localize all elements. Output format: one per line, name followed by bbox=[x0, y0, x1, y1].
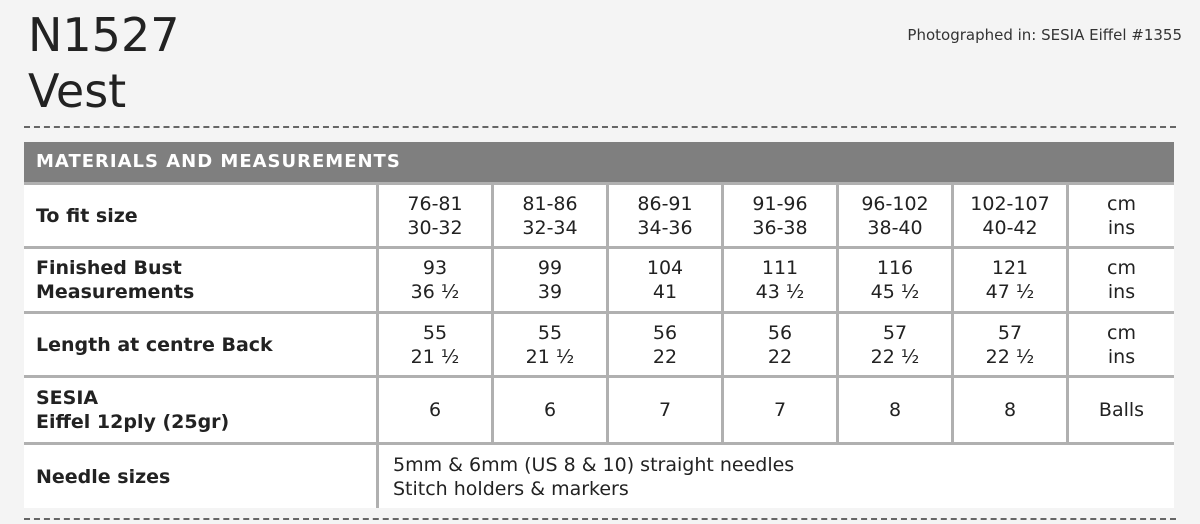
yarn-cell: 7 bbox=[724, 378, 836, 442]
length-cell: 55 21 ½ bbox=[379, 314, 491, 375]
length-cell: 56 22 bbox=[609, 314, 721, 375]
unit-cell: cm ins bbox=[1069, 185, 1174, 246]
length-cell: 56 22 bbox=[724, 314, 836, 375]
yarn-cell: 8 bbox=[839, 378, 951, 442]
unit-cell: Balls bbox=[1069, 378, 1174, 442]
table-row-yarn bbox=[24, 378, 1174, 442]
size-cell: 91-96 36-38 bbox=[724, 185, 836, 246]
yarn-cell: 6 bbox=[379, 378, 491, 442]
yarn-cell: 6 bbox=[494, 378, 606, 442]
length-cell: 55 21 ½ bbox=[494, 314, 606, 375]
pattern-code: N1527 bbox=[28, 8, 180, 62]
top-dashed-divider bbox=[24, 126, 1176, 128]
yarn-cell: 8 bbox=[954, 378, 1066, 442]
table-row-needles bbox=[24, 445, 1174, 508]
bust-cell: 99 39 bbox=[494, 249, 606, 311]
size-cell: 76-81 30-32 bbox=[379, 185, 491, 246]
pattern-name: Vest bbox=[28, 64, 127, 118]
length-cell: 57 22 ½ bbox=[839, 314, 951, 375]
table-row-length bbox=[24, 314, 1174, 375]
bust-cell: 121 47 ½ bbox=[954, 249, 1066, 311]
bust-cell: 116 45 ½ bbox=[839, 249, 951, 311]
bust-cell: 93 36 ½ bbox=[379, 249, 491, 311]
row-label: Length at centre Back bbox=[24, 314, 376, 375]
size-cell: 102-107 40-42 bbox=[954, 185, 1066, 246]
needles-cell: 5mm & 6mm (US 8 & 10) straight needles Stitch holders & markers bbox=[379, 445, 1174, 508]
table-row-fit-size bbox=[24, 185, 1174, 246]
unit-cell: cm ins bbox=[1069, 314, 1174, 375]
row-label: SESIA Eiffel 12ply (25gr) bbox=[24, 378, 376, 442]
unit-cell: cm ins bbox=[1069, 249, 1174, 311]
size-cell: 86-91 34-36 bbox=[609, 185, 721, 246]
bust-cell: 104 41 bbox=[609, 249, 721, 311]
photographed-in-note: Photographed in: SESIA Eiffel #1355 bbox=[907, 26, 1182, 44]
row-label: Finished Bust Measurements bbox=[24, 249, 376, 311]
materials-table bbox=[24, 142, 1174, 508]
bottom-dashed-divider bbox=[24, 518, 1176, 520]
size-cell: 96-102 38-40 bbox=[839, 185, 951, 246]
section-title: MATERIALS AND MEASUREMENTS bbox=[24, 142, 1174, 182]
row-label: To fit size bbox=[24, 185, 376, 246]
row-label: Needle sizes bbox=[24, 445, 376, 508]
bust-cell: 111 43 ½ bbox=[724, 249, 836, 311]
table-row-bust bbox=[24, 249, 1174, 311]
yarn-cell: 7 bbox=[609, 378, 721, 442]
size-cell: 81-86 32-34 bbox=[494, 185, 606, 246]
length-cell: 57 22 ½ bbox=[954, 314, 1066, 375]
